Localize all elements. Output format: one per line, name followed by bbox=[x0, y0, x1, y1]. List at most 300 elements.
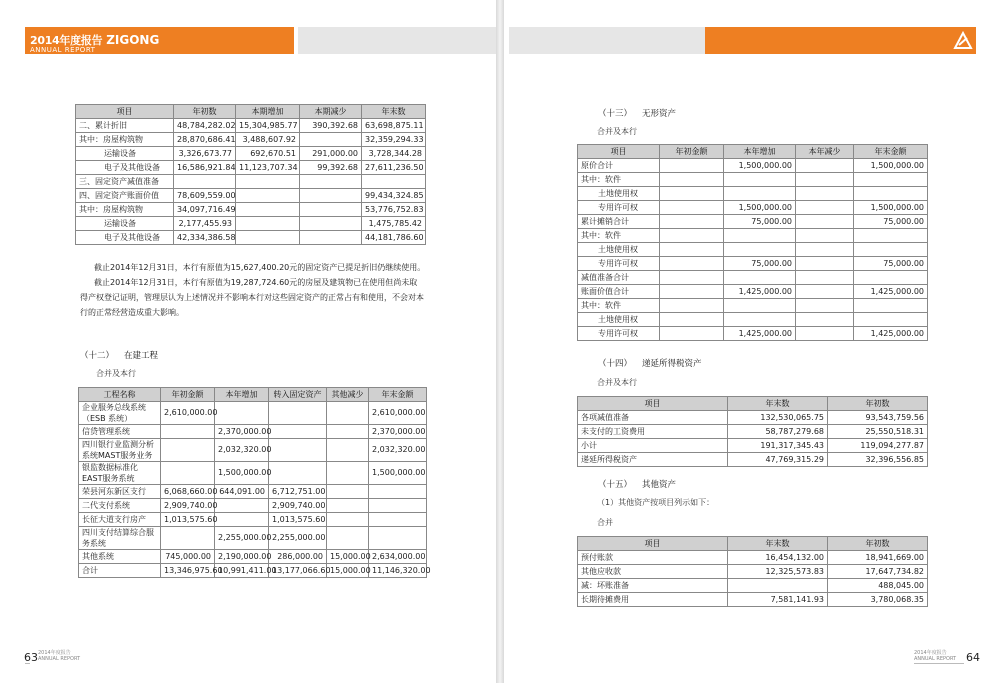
cell-value: 99,392.68 bbox=[300, 161, 362, 175]
cell-value: 7,581,141.93 bbox=[728, 593, 828, 607]
cell-value bbox=[327, 499, 369, 513]
cell-value: 2,255,000.00 bbox=[269, 527, 327, 550]
column-header: 其他减少 bbox=[327, 388, 369, 402]
table-row bbox=[79, 550, 427, 564]
table-row bbox=[578, 565, 928, 579]
brand-name: ZIGONG bbox=[106, 33, 160, 47]
cell-value bbox=[724, 187, 796, 201]
cell-value: 2,610,000.00 bbox=[369, 402, 427, 425]
cell-value: 13,177,066.60 bbox=[269, 564, 327, 578]
cell-value bbox=[724, 229, 796, 243]
column-header: 年初数 bbox=[174, 105, 236, 119]
cell-value bbox=[660, 271, 724, 285]
cell-value: 2,032,320.00 bbox=[369, 439, 427, 462]
cell-value: 3,488,607.92 bbox=[236, 133, 300, 147]
cell-value bbox=[215, 499, 269, 513]
column-header: 年末金额 bbox=[369, 388, 427, 402]
footer-caption-left bbox=[38, 650, 80, 662]
annual-report-label: ANNUAL REPORT bbox=[30, 46, 96, 54]
row-label: 二、累计折旧 bbox=[76, 119, 174, 133]
cell-value: 1,500,000.00 bbox=[215, 462, 269, 485]
cell-value: 191,317,345.43 bbox=[728, 439, 828, 453]
cell-value bbox=[796, 187, 854, 201]
table-row bbox=[79, 513, 427, 527]
cell-value bbox=[660, 201, 724, 215]
table-row bbox=[578, 159, 928, 173]
column-header: 转入固定资产 bbox=[269, 388, 327, 402]
cell-value: 44,181,786.60 bbox=[362, 231, 426, 245]
table-row bbox=[76, 161, 426, 175]
cell-value: 6,068,660.00 bbox=[161, 485, 215, 499]
row-label: 其中：软件 bbox=[578, 229, 660, 243]
cell-value bbox=[796, 257, 854, 271]
table-row bbox=[76, 203, 426, 217]
row-label: 减：坏账准备 bbox=[578, 579, 728, 593]
column-header: 本期减少 bbox=[300, 105, 362, 119]
table-row bbox=[76, 119, 426, 133]
table-row bbox=[578, 173, 928, 187]
table-row bbox=[578, 425, 928, 439]
footer-year: 2014年度报告 bbox=[38, 650, 71, 656]
cell-value bbox=[269, 439, 327, 462]
cell-value bbox=[796, 327, 854, 341]
cell-value bbox=[724, 299, 796, 313]
row-label: 专用许可权 bbox=[578, 327, 660, 341]
cell-value: 53,776,752.83 bbox=[362, 203, 426, 217]
cell-value bbox=[728, 579, 828, 593]
cell-value bbox=[161, 527, 215, 550]
cell-value: 2,909,740.00 bbox=[269, 499, 327, 513]
section-13-scope: 合并及本行 bbox=[597, 127, 637, 136]
cell-value: 1,425,000.00 bbox=[724, 327, 796, 341]
cell-value: 488,045.00 bbox=[828, 579, 928, 593]
cell-value bbox=[796, 229, 854, 243]
header-grey-bar-right bbox=[509, 27, 705, 54]
column-header: 年初金额 bbox=[660, 145, 724, 159]
cell-value bbox=[300, 189, 362, 203]
row-label: 未支付的工资费用 bbox=[578, 425, 728, 439]
table-row bbox=[578, 299, 928, 313]
other-assets-table bbox=[577, 536, 928, 607]
cell-value bbox=[724, 243, 796, 257]
cell-value bbox=[269, 425, 327, 439]
section-15-scope: 合并 bbox=[597, 518, 613, 527]
cell-value: 28,870,686.41 bbox=[174, 133, 236, 147]
cell-value: 2,032,320.00 bbox=[215, 439, 269, 462]
section-13-heading bbox=[598, 107, 676, 119]
section-14-scope: 合并及本行 bbox=[597, 378, 637, 387]
construction-in-progress-table bbox=[78, 387, 431, 578]
row-label: 土地使用权 bbox=[578, 187, 660, 201]
cell-value: 3,326,673.77 bbox=[174, 147, 236, 161]
footer-caption-right bbox=[914, 650, 956, 662]
cell-value: 17,647,734.82 bbox=[828, 565, 928, 579]
table-row bbox=[76, 189, 426, 203]
column-header: 本年减少 bbox=[796, 145, 854, 159]
cell-value: 27,611,236.50 bbox=[362, 161, 426, 175]
cell-value bbox=[300, 217, 362, 231]
cell-value bbox=[327, 485, 369, 499]
cell-value bbox=[660, 299, 724, 313]
cell-value bbox=[174, 175, 236, 189]
cell-value: 3,728,344.28 bbox=[362, 147, 426, 161]
row-label: 运输设备 bbox=[76, 217, 174, 231]
row-label: 电子及其他设备 bbox=[76, 231, 174, 245]
table-header-row bbox=[578, 397, 928, 411]
page-number-right: 64 bbox=[966, 651, 980, 664]
cell-value bbox=[300, 231, 362, 245]
table-row bbox=[578, 313, 928, 327]
table-row bbox=[79, 439, 427, 462]
table-row bbox=[578, 229, 928, 243]
cell-value: 2,370,000.00 bbox=[369, 425, 427, 439]
cell-value: 1,500,000.00 bbox=[724, 201, 796, 215]
cell-value bbox=[796, 299, 854, 313]
cell-value bbox=[369, 527, 427, 550]
table-row bbox=[79, 425, 427, 439]
section-title: 递延所得税资产 bbox=[642, 359, 702, 369]
cell-value: 1,500,000.00 bbox=[369, 462, 427, 485]
table-row bbox=[578, 187, 928, 201]
cell-value bbox=[660, 159, 724, 173]
cell-value bbox=[660, 327, 724, 341]
cell-value: 10,991,411.00 bbox=[215, 564, 269, 578]
cell-value bbox=[854, 243, 928, 257]
cell-value bbox=[796, 215, 854, 229]
cell-value: 13,346,975.60 bbox=[161, 564, 215, 578]
cell-value: 1,500,000.00 bbox=[724, 159, 796, 173]
cell-value: 34,097,716.49 bbox=[174, 203, 236, 217]
table-row bbox=[578, 453, 928, 467]
cell-value bbox=[236, 189, 300, 203]
cell-value: 11,146,320.00 bbox=[369, 564, 427, 578]
cell-value bbox=[215, 402, 269, 425]
cell-value: 1,425,000.00 bbox=[724, 285, 796, 299]
row-label: 账面价值合计 bbox=[578, 285, 660, 299]
page-number-left: 63 bbox=[24, 651, 38, 664]
cell-value: 93,543,759.56 bbox=[828, 411, 928, 425]
cell-value: 2,177,455.93 bbox=[174, 217, 236, 231]
table-row bbox=[578, 551, 928, 565]
cell-value: 18,941,669.00 bbox=[828, 551, 928, 565]
table-row bbox=[578, 439, 928, 453]
section-15-note: （1）其他资产按项目列示如下： bbox=[597, 498, 715, 507]
table-row bbox=[79, 499, 427, 513]
row-label: 其他系统 bbox=[79, 550, 161, 564]
row-label: 四川支付结算综合服务系统 bbox=[79, 527, 161, 550]
cell-value bbox=[327, 402, 369, 425]
cell-value bbox=[236, 217, 300, 231]
paragraph-depreciated-assets: 截止2014年12月31日，本行有原值为15,627,400.20元的固定资产已提足折旧仍继续使用。 bbox=[94, 263, 426, 272]
table-row bbox=[76, 217, 426, 231]
table-header-row bbox=[79, 388, 427, 402]
cell-value bbox=[236, 175, 300, 189]
cell-value bbox=[854, 187, 928, 201]
cell-value bbox=[215, 513, 269, 527]
cell-value bbox=[854, 229, 928, 243]
column-header: 年末金额 bbox=[854, 145, 928, 159]
row-label: 递延所得税资产 bbox=[578, 453, 728, 467]
table-row bbox=[578, 201, 928, 215]
cell-value bbox=[269, 402, 327, 425]
section-14-heading bbox=[598, 357, 702, 369]
cell-value bbox=[796, 271, 854, 285]
row-label: 运输设备 bbox=[76, 147, 174, 161]
cell-value bbox=[369, 513, 427, 527]
row-label: 累计摊销合计 bbox=[578, 215, 660, 229]
row-label: 其中：房屋构筑物 bbox=[76, 203, 174, 217]
column-header: 工程名称 bbox=[79, 388, 161, 402]
cell-value bbox=[300, 203, 362, 217]
cell-value: 12,325,573.83 bbox=[728, 565, 828, 579]
cell-value: 63,698,875.11 bbox=[362, 119, 426, 133]
row-label: 小计 bbox=[578, 439, 728, 453]
footer-ar: ANNUAL REPORT bbox=[38, 656, 81, 662]
table-row bbox=[79, 462, 427, 485]
cell-value bbox=[269, 462, 327, 485]
column-header: 项目 bbox=[578, 537, 728, 551]
row-label: 其中：房屋构筑物 bbox=[76, 133, 174, 147]
column-header: 项目 bbox=[578, 145, 660, 159]
table-row bbox=[79, 564, 427, 578]
cell-value: 1,425,000.00 bbox=[854, 285, 928, 299]
cell-value: 42,334,386.58 bbox=[174, 231, 236, 245]
cell-value bbox=[369, 499, 427, 513]
row-label: 土地使用权 bbox=[578, 313, 660, 327]
row-label: 其中：软件 bbox=[578, 299, 660, 313]
cell-value: 6,712,751.00 bbox=[269, 485, 327, 499]
report-year-title: 2014年度报告 bbox=[30, 34, 103, 47]
row-label: 长征大道支行房产 bbox=[79, 513, 161, 527]
row-label: 企业服务总线系统（ESB 系统） bbox=[79, 402, 161, 425]
cell-value bbox=[854, 271, 928, 285]
row-label: 合计 bbox=[79, 564, 161, 578]
cell-value: 32,396,556.85 bbox=[828, 453, 928, 467]
section-12-heading bbox=[80, 349, 158, 361]
cell-value: 2,370,000.00 bbox=[215, 425, 269, 439]
cell-value: 25,550,518.31 bbox=[828, 425, 928, 439]
column-header: 年初数 bbox=[828, 397, 928, 411]
cell-value bbox=[660, 173, 724, 187]
cell-value bbox=[854, 299, 928, 313]
cell-value: 15,304,985.77 bbox=[236, 119, 300, 133]
section-title: 其他资产 bbox=[642, 480, 677, 490]
row-label: 三、固定资产减值准备 bbox=[76, 175, 174, 189]
cell-value: 75,000.00 bbox=[854, 257, 928, 271]
cell-value bbox=[327, 425, 369, 439]
cell-value: 390,392.68 bbox=[300, 119, 362, 133]
deferred-tax-assets-table bbox=[577, 396, 928, 467]
cell-value: 1,013,575.60 bbox=[269, 513, 327, 527]
cell-value: 15,000.00 bbox=[327, 550, 369, 564]
cell-value: 99,434,324.85 bbox=[362, 189, 426, 203]
section-number: （十二） bbox=[80, 351, 115, 361]
cell-value bbox=[660, 243, 724, 257]
paragraph-property-title: 截止2014年12月31日，本行有原值为19,287,724.60元的房屋及建筑物已在使用但尚未取得产权登记证明，管理层认为上述情况并不影响本行对这些固定资产的正常占有和使用，不会对本行的正常经营造成重大影响。 bbox=[80, 278, 424, 317]
cell-value: 75,000.00 bbox=[724, 215, 796, 229]
cell-value: 132,530,065.75 bbox=[728, 411, 828, 425]
cell-value: 2,190,000.00 bbox=[215, 550, 269, 564]
column-header: 项目 bbox=[578, 397, 728, 411]
cell-value bbox=[796, 173, 854, 187]
table-row bbox=[578, 271, 928, 285]
column-header: 本年增加 bbox=[724, 145, 796, 159]
cell-value: 2,909,740.00 bbox=[161, 499, 215, 513]
cell-value: 75,000.00 bbox=[724, 257, 796, 271]
table-row bbox=[578, 593, 928, 607]
cell-value bbox=[300, 133, 362, 147]
cell-value: 75,000.00 bbox=[854, 215, 928, 229]
row-label: 预付账款 bbox=[578, 551, 728, 565]
column-header: 年末数 bbox=[728, 537, 828, 551]
header-orange-bar-right bbox=[705, 27, 976, 54]
cell-value bbox=[236, 203, 300, 217]
table-row bbox=[578, 327, 928, 341]
cell-value: 286,000.00 bbox=[269, 550, 327, 564]
row-label: 四川银行业监测分析系统MAST服务业务 bbox=[79, 439, 161, 462]
header-grey-bar-left bbox=[298, 27, 496, 54]
fixed-assets-table bbox=[75, 104, 426, 245]
table-row bbox=[79, 527, 427, 550]
column-header: 年初金额 bbox=[161, 388, 215, 402]
section-number: （十五） bbox=[598, 480, 633, 490]
cell-value: 1,425,000.00 bbox=[854, 327, 928, 341]
cell-value: 3,780,068.35 bbox=[828, 593, 928, 607]
footer-ar: ANNUAL REPORT bbox=[914, 656, 957, 662]
table-row bbox=[76, 147, 426, 161]
row-label: 信贷管理系统 bbox=[79, 425, 161, 439]
table-row bbox=[578, 579, 928, 593]
row-label: 土地使用权 bbox=[578, 243, 660, 257]
cell-value bbox=[660, 257, 724, 271]
cell-value: 15,000.00 bbox=[327, 564, 369, 578]
column-header: 年初数 bbox=[828, 537, 928, 551]
cell-value: 1,500,000.00 bbox=[854, 201, 928, 215]
column-header: 本年增加 bbox=[215, 388, 269, 402]
cell-value: 16,454,132.00 bbox=[728, 551, 828, 565]
table-row bbox=[578, 257, 928, 271]
cell-value bbox=[161, 462, 215, 485]
cell-value: 2,634,000.00 bbox=[369, 550, 427, 564]
row-label: 专用许可权 bbox=[578, 201, 660, 215]
bank-logo-icon bbox=[952, 30, 974, 52]
cell-value bbox=[161, 425, 215, 439]
footer-year: 2014年度报告 bbox=[914, 650, 947, 656]
section-number: （十四） bbox=[598, 359, 633, 369]
cell-value: 291,000.00 bbox=[300, 147, 362, 161]
cell-value bbox=[327, 462, 369, 485]
section-title: 无形资产 bbox=[642, 109, 677, 119]
cell-value: 47,769,315.29 bbox=[728, 453, 828, 467]
cell-value bbox=[327, 513, 369, 527]
brand-logo bbox=[30, 31, 159, 54]
row-label: 专用许可权 bbox=[578, 257, 660, 271]
row-label: 银监数据标准化EAST服务系统 bbox=[79, 462, 161, 485]
cell-value bbox=[854, 173, 928, 187]
row-label: 其他应收款 bbox=[578, 565, 728, 579]
left-page bbox=[0, 0, 496, 683]
cell-value bbox=[854, 313, 928, 327]
row-label: 减值准备合计 bbox=[578, 271, 660, 285]
section-number: （十三） bbox=[598, 109, 633, 119]
cell-value bbox=[660, 313, 724, 327]
table-row bbox=[578, 411, 928, 425]
section-title: 在建工程 bbox=[124, 351, 159, 361]
cell-value bbox=[327, 527, 369, 550]
cell-value bbox=[796, 159, 854, 173]
column-header: 年末数 bbox=[728, 397, 828, 411]
cell-value: 692,670.51 bbox=[236, 147, 300, 161]
cell-value bbox=[362, 175, 426, 189]
cell-value: 1,475,785.42 bbox=[362, 217, 426, 231]
column-header: 项目 bbox=[76, 105, 174, 119]
cell-value: 2,610,000.00 bbox=[161, 402, 215, 425]
column-header: 本期增加 bbox=[236, 105, 300, 119]
row-label: 长期待摊费用 bbox=[578, 593, 728, 607]
table-header-row bbox=[76, 105, 426, 119]
table-row bbox=[79, 485, 427, 499]
table-row bbox=[578, 243, 928, 257]
table-header-row bbox=[578, 145, 928, 159]
cell-value bbox=[660, 187, 724, 201]
row-label: 二代支付系统 bbox=[79, 499, 161, 513]
section-12-scope: 合并及本行 bbox=[96, 369, 136, 378]
table-row bbox=[76, 133, 426, 147]
cell-value: 58,787,279.68 bbox=[728, 425, 828, 439]
cell-value: 1,013,575.60 bbox=[161, 513, 215, 527]
table-header-row bbox=[578, 537, 928, 551]
cell-value bbox=[236, 231, 300, 245]
cell-value bbox=[796, 201, 854, 215]
cell-value bbox=[660, 229, 724, 243]
intangible-assets-table bbox=[577, 144, 928, 341]
cell-value bbox=[369, 485, 427, 499]
table-row bbox=[79, 402, 427, 425]
row-label: 原价合计 bbox=[578, 159, 660, 173]
footer-rule bbox=[914, 663, 964, 664]
cell-value bbox=[796, 243, 854, 257]
cell-value bbox=[660, 215, 724, 229]
cell-value: 32,359,294.33 bbox=[362, 133, 426, 147]
row-label: 其中：软件 bbox=[578, 173, 660, 187]
cell-value: 11,123,707.34 bbox=[236, 161, 300, 175]
table-row bbox=[76, 175, 426, 189]
row-label: 荣县河东新区支行 bbox=[79, 485, 161, 499]
cell-value bbox=[796, 313, 854, 327]
cell-value: 644,091.00 bbox=[215, 485, 269, 499]
cell-value bbox=[796, 285, 854, 299]
right-page bbox=[504, 0, 1000, 683]
column-header: 年末数 bbox=[362, 105, 426, 119]
cell-value bbox=[327, 439, 369, 462]
cell-value: 48,784,282.02 bbox=[174, 119, 236, 133]
cell-value bbox=[724, 271, 796, 285]
section-15-heading bbox=[598, 478, 676, 490]
row-label: 电子及其他设备 bbox=[76, 161, 174, 175]
cell-value bbox=[724, 173, 796, 187]
cell-value bbox=[660, 285, 724, 299]
cell-value bbox=[300, 175, 362, 189]
row-label: 各项减值准备 bbox=[578, 411, 728, 425]
table-row bbox=[578, 285, 928, 299]
book-gutter bbox=[496, 0, 504, 683]
cell-value: 78,609,559.00 bbox=[174, 189, 236, 203]
cell-value bbox=[161, 439, 215, 462]
cell-value: 16,586,921.84 bbox=[174, 161, 236, 175]
cell-value: 119,094,277.87 bbox=[828, 439, 928, 453]
cell-value: 2,255,000.00 bbox=[215, 527, 269, 550]
table-row bbox=[578, 215, 928, 229]
